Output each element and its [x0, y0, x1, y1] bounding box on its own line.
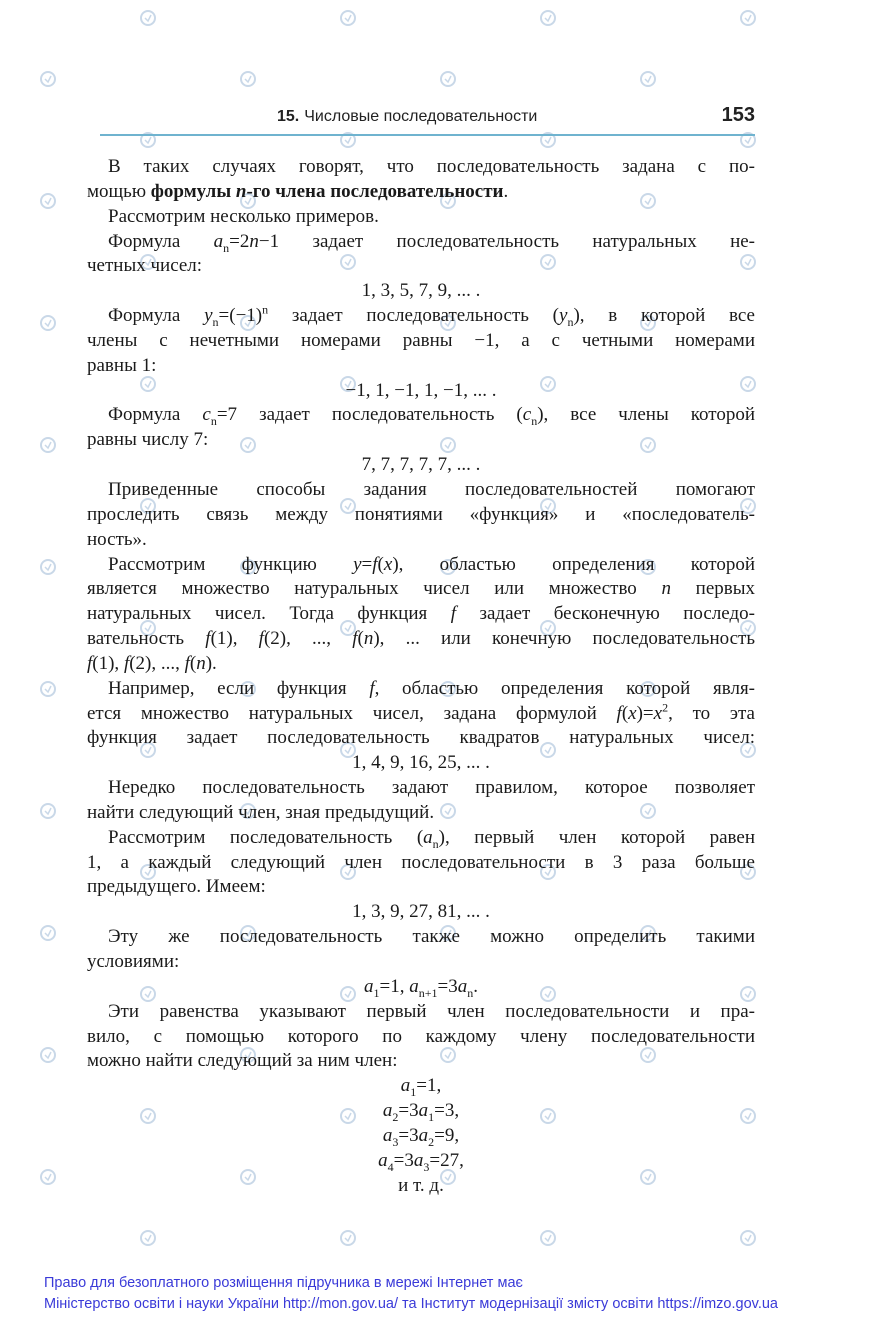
math-variable: f: [450, 603, 456, 625]
text-line: предыдущего. Имеем:: [87, 876, 266, 898]
math-superscript: 2: [662, 700, 669, 715]
math-subscript: 1: [410, 1085, 417, 1100]
text-line: равны 1:: [87, 354, 157, 376]
math-variable: f: [205, 628, 211, 650]
watermark-logo-icon: [240, 71, 256, 87]
text-line: найти следующий член, зная предыдущий.: [87, 801, 435, 823]
bold-math-variable: n: [235, 180, 247, 202]
math-subscript: 2: [392, 1109, 399, 1124]
math-variable: n: [363, 628, 374, 650]
math-variable: x: [628, 702, 637, 724]
math-variable: f: [372, 553, 378, 575]
text-line: Рассмотрим функцию y=f(x), областью определения которой: [108, 553, 755, 575]
math-subscript: n+1: [418, 985, 438, 1000]
math-variable: f: [87, 652, 93, 674]
math-variable: a: [382, 1124, 393, 1146]
math-subscript: n: [467, 985, 474, 1000]
math-variable: f: [369, 677, 375, 699]
watermark-logo-icon: [40, 925, 56, 941]
watermark-logo-icon: [340, 10, 356, 26]
watermark-logo-icon: [440, 71, 456, 87]
text-line: вило, с помощью которого по каждому члену последовательности: [87, 1025, 755, 1047]
text-line: Эти равенства указывают первый член последовательности и пра-: [108, 1000, 755, 1022]
watermark-logo-icon: [40, 193, 56, 209]
math-subscript: 3: [423, 1159, 430, 1174]
math-variable: a: [409, 975, 419, 997]
text-line: Формула $c_n=7$ задает последовательность $(c_n)$, все члены которой: [108, 404, 755, 429]
text-line: можно найти следующий за ним член:: [87, 1050, 398, 1072]
formula-line: −1, 1, −1, 1, −1, ... .: [345, 379, 497, 401]
watermark-logo-icon: [40, 681, 56, 697]
watermark-logo-icon: [540, 1230, 556, 1246]
math-variable: x: [383, 553, 393, 575]
math-variable: a: [457, 975, 468, 997]
text-line: мощью формулы n-го члена последовательности.: [87, 180, 509, 202]
math-subscript: 3: [392, 1134, 399, 1149]
footer-line-2: Міністерство освіти і науки України http://mon.gov.ua/ та Інститут модернізації змісту освіти https://imzo.gov.ua: [44, 1296, 778, 1312]
watermark-logo-icon: [40, 315, 56, 331]
text-line: Эту же последовательность также можно определить такими: [108, 926, 755, 948]
text-line: Приведенные способы задания последовательностей помогают: [108, 478, 755, 500]
text-line: четных чисел:: [87, 255, 203, 277]
math-variable: a: [413, 1149, 424, 1171]
math-subscript: 1: [373, 985, 380, 1000]
watermark-logo-icon: [40, 437, 56, 453]
math-variable: f: [123, 652, 130, 674]
math-variable: a: [400, 1075, 411, 1097]
watermark-logo-icon: [40, 1169, 56, 1185]
formula-line: 1, 3, 5, 7, 9, ... .: [361, 280, 481, 302]
watermark-logo-icon: [740, 10, 756, 26]
formula-line: и т. д.: [398, 1174, 444, 1196]
text-line: ность».: [87, 528, 147, 550]
text-line: равны числу 7:: [87, 429, 209, 451]
text-line: вательность f(1), f(2), ..., f(n), ... или конечную последовательность: [87, 628, 756, 650]
math-variable: a: [364, 975, 374, 997]
text-line: ется множество натуральных чисел, задана формулой $f(x)=x^2$, то эта: [87, 700, 755, 724]
watermark-logo-icon: [40, 1047, 56, 1063]
math-subscript: 4: [387, 1159, 394, 1174]
text-line: В таких случаях говорят, что последовательность задана с по-: [108, 156, 755, 177]
watermark-logo-icon: [740, 1230, 756, 1246]
footer-notice: [44, 1273, 844, 1315]
watermark-logo-icon: [140, 1230, 156, 1246]
math-variable: n: [196, 652, 206, 674]
text-line: проследить связь между понятиями «функция» и «последователь-: [87, 503, 755, 525]
text-line: условиями:: [87, 951, 180, 972]
text-line: Рассмотрим несколько примеров.: [108, 205, 379, 227]
formula-line: 1, 4, 9, 16, 25, ... .: [352, 752, 490, 774]
math-subscript: n: [567, 314, 574, 329]
formula-line: $a_1=1$, $a_{n+1}=3a_n$.: [364, 975, 478, 1000]
math-variable: x: [653, 702, 663, 724]
math-variable: a: [418, 1124, 429, 1146]
watermark-logo-icon: [640, 71, 656, 87]
text-line: Рассмотрим последовательность $(a_n)$, первый член которой равен: [108, 826, 755, 851]
math-variable: n: [661, 578, 671, 600]
math-subscript: n: [212, 314, 219, 329]
text-line: функция задает последовательность квадратов натуральных чисел:: [87, 727, 755, 749]
watermark-logo-icon: [40, 559, 56, 575]
math-variable: y: [204, 305, 213, 327]
section-title-text: Числовые последовательности: [304, 108, 538, 125]
math-variable: a: [423, 826, 433, 848]
formula-line: $a_3=3a_2=9$,: [382, 1124, 460, 1149]
math-variable: a: [213, 230, 224, 252]
math-variable: f: [184, 652, 190, 674]
bold-term: формулы: [150, 180, 236, 202]
math-variable: a: [378, 1149, 388, 1171]
math-variable: y: [559, 305, 568, 327]
text-line: Нередко последовательность задают правилом, которое позволяет: [108, 777, 755, 799]
math-variable: y: [353, 553, 362, 575]
page-body: [87, 155, 755, 1198]
math-subscript: n: [223, 240, 230, 255]
section-number: 15.: [277, 108, 300, 125]
text-line: Формула $a_n=2n-1$ задает последовательность натуральных не-: [108, 230, 755, 255]
math-subscript: 2: [428, 1134, 435, 1149]
text-line: Формула $y_n=(-1)^n$ задает последовательность $(y_n)$, в которой все: [108, 302, 755, 329]
math-variable: c: [202, 404, 211, 426]
math-variable: a: [382, 1100, 393, 1122]
bold-term: -го члена последовательности: [246, 180, 504, 202]
text-line: члены с нечетными номерами равны −1, а с четными номерами: [87, 329, 755, 351]
text-line: является множество натуральных чисел или множество n первых: [87, 578, 755, 600]
formula-line: $a_1=1$,: [400, 1075, 442, 1100]
text-line: f(1), f(2), ..., f(n).: [87, 652, 217, 674]
watermark-logo-icon: [540, 10, 556, 26]
math-variable: a: [418, 1100, 429, 1122]
math-variable: f: [616, 702, 622, 724]
watermark-logo-icon: [340, 1230, 356, 1246]
text-line: натуральных чисел. Тогда функция f задает бесконечную последо-: [87, 603, 755, 625]
math-subscript: n: [531, 414, 538, 429]
formula-line: $a_2=3a_1=3$,: [382, 1100, 460, 1124]
page-number: 153: [721, 104, 755, 126]
watermark-logo-icon: [40, 803, 56, 819]
math-subscript: 1: [428, 1109, 435, 1124]
formula-line: 1, 3, 9, 27, 81, ... .: [352, 901, 490, 923]
math-variable: f: [352, 628, 358, 650]
formula-line: $a_4=3a_3=27$,: [378, 1149, 464, 1174]
section-title: [277, 108, 537, 126]
math-variable: f: [258, 628, 264, 650]
math-variable: c: [522, 404, 532, 426]
footer-line-1: Право для безоплатного розміщення підручника в мережі Інтернет має: [44, 1275, 523, 1291]
math-superscript: n: [262, 302, 269, 317]
watermark-logo-icon: [40, 71, 56, 87]
watermark-logo-icon: [140, 10, 156, 26]
page-header: [100, 104, 755, 136]
text-line: 1, а каждый следующий член последовательности в 3 раза больше: [87, 851, 755, 873]
math-variable: n: [249, 230, 259, 252]
math-subscript: n: [432, 836, 439, 851]
math-subscript: n: [210, 414, 217, 429]
text-line: Например, если функция f, областью определения которой явля-: [108, 677, 756, 699]
formula-line: 7, 7, 7, 7, 7, ... .: [361, 454, 481, 476]
